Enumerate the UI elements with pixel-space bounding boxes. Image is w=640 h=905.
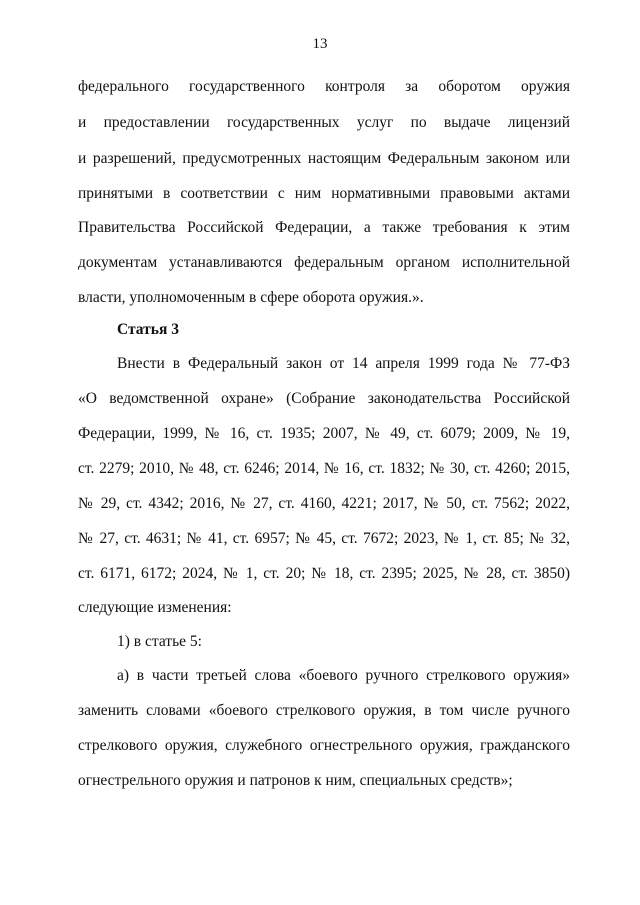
text-line: стрелкового оружия, служебного огнестрельного оружия, гражданского xyxy=(78,737,570,754)
text-line: документам устанавливаются федеральным органом исполнительной xyxy=(78,254,570,271)
text-line: Внести в Федеральный закон от 14 апреля 1999 года № 77-ФЗ xyxy=(117,355,570,372)
text-line: огнестрельного оружия и патронов к ним, специальных средств»; xyxy=(78,772,513,789)
text-line: ст. 6171, 6172; 2024, № 1, ст. 20; № 18, ст. 2395; 2025, № 28, ст. 3850) xyxy=(78,565,570,582)
text-line: а) в части третьей слова «боевого ручного стрелкового оружия» xyxy=(117,667,570,684)
text-line: следующие изменения: xyxy=(78,599,232,616)
text-line: принятыми в соответствии с ним нормативными правовыми актами xyxy=(78,185,570,202)
text-line: заменить словами «боевого стрелкового оружия, в том числе ручного xyxy=(78,702,570,719)
page-number: 13 xyxy=(312,36,328,52)
text-line: и предоставлении государственных услуг по выдаче лицензий xyxy=(78,114,570,131)
text-line: ст. 2279; 2010, № 48, ст. 6246; 2014, № 16, ст. 1832; № 30, ст. 4260; 2015, xyxy=(78,460,570,477)
text-line: и разрешений, предусмотренных настоящим Федеральным законом или xyxy=(78,150,570,167)
list-item: 1) в статье 5: xyxy=(117,633,202,650)
text-line: федерального государственного контроля за оборотом оружия xyxy=(78,78,570,95)
text-line: № 29, ст. 4342; 2016, № 27, ст. 4160, 4221; 2017, № 50, ст. 7562; 2022, xyxy=(78,495,570,512)
text-line: власти, уполномоченным в сфере оборота оружия.». xyxy=(78,289,424,306)
text-line: № 27, ст. 4631; № 41, ст. 6957; № 45, ст. 7672; 2023, № 1, ст. 85; № 32, xyxy=(78,530,570,547)
text-line: Федерации, 1999, № 16, ст. 1935; 2007, № 49, ст. 6079; 2009, № 19, xyxy=(78,425,570,442)
text-line: Правительства Российской Федерации, а также требования к этим xyxy=(78,219,570,236)
text-line: «О ведомственной охране» (Собрание законодательства Российской xyxy=(78,390,570,407)
article-heading: Статья 3 xyxy=(117,321,179,338)
